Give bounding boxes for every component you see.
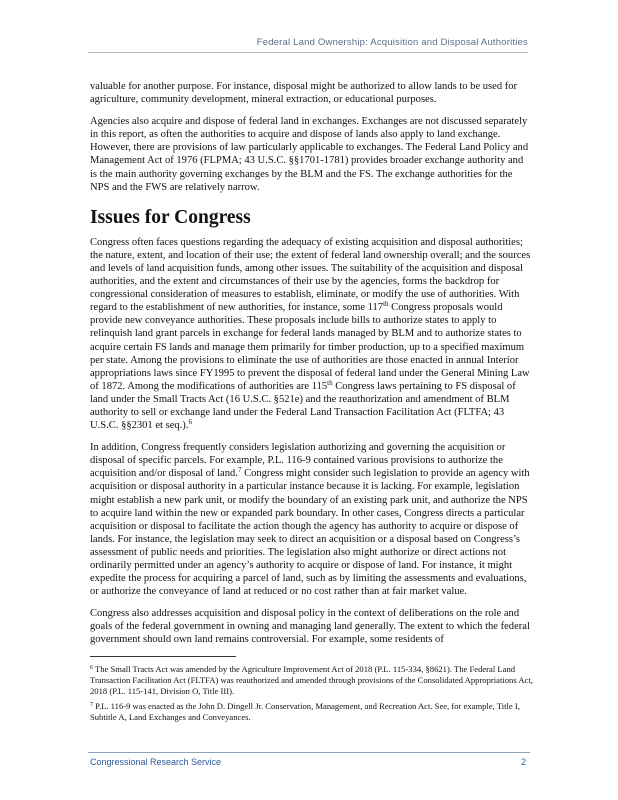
- footnote-text: The Small Tracts Act was amended by the Agriculture Improvement Act of 2018 (P.L. 115-334, §8621). The Federal Land Transaction Facilitation Act (FLTFA) was reauthorized and amended through provisions of the Consolidated Appropriations Act, 2018 (P.L. 115-141, Division O, Title III).: [90, 664, 533, 696]
- footer-organization: Congressional Research Service: [90, 757, 222, 767]
- footnote-divider: [90, 656, 236, 657]
- paragraph-4-text-b: Congress might consider such legislation to provide an agency with acquisition or disposal authority in a particular instance because it is lacking. For example, legislation might establish a new park unit, or modify the boundary of an existing park unit, and authorize the NPS to acquire land within the new or expanded park boundary. In other cases, Congress directs a particular acquisition or disposal to facilitate the action though the agency has authority to acquire or dispose of lands. For instance, the legislation may seek to direct an acquisition or a disposal based on Congress’s assessment of public needs and priorities. The legislation also might authorize or direct actions not ordinarily permitted under an agency’s authority to acquire or dispose of land. For instance, it might expedite the process for acquiring a parcel of land, such as by limiting the assessments and evaluations, or authorize the conveyance of land at reduced or no cost rather than at fair market value.: [90, 468, 530, 598]
- body-content: [90, 80, 532, 656]
- footnote-text: P.L. 116-9 was enacted as the John D. Dingell Jr. Conservation, Management, and Recreation Act. See, for example, Title I, Subtitle A, Land Exchanges and Conveyances.: [90, 701, 520, 723]
- footnote-7: [90, 701, 536, 723]
- footer-divider: [88, 752, 530, 753]
- paragraph-3-text-c: Congress laws pertaining to FS disposal of land under the Small Tracts Act (16 U.S.C. §521e) and the reauthorization and amendment of BLM authority to sell or exchange land under the Federal Land Transaction Facilitation Act (FLTFA; 43 U.S.C. §§2301 et seq.).: [90, 380, 516, 432]
- paragraph-1: valuable for another purpose. For instance, disposal might be authorized to allow lands to be used for agriculture, community development, mineral extraction, or educational purposes.: [90, 81, 518, 106]
- header-divider: [88, 52, 528, 53]
- section-heading: Issues for Congress: [90, 206, 251, 228]
- paragraph-4-text-a: In addition, Congress frequently considers legislation authorizing and governing the acquisition or disposal of specific parcels. For example, P.L. 116-9 contained various provisions to authorize the acquisition and/or disposal of land.: [90, 442, 506, 480]
- ordinal-suffix: th: [327, 378, 333, 387]
- paragraph-3-text-a: Congress often faces questions regarding the adequacy of existing acquisition and disposal authorities; the nature, extent, and location of their use; the extent of federal land ownership overall; and the sources and levels of land acquisition funds, among other issues. The suitability of the acquisition and disposal authorities, and the extent and circumstances of their use by the agencies, forms the backdrop for congressional consideration of measures to establish, eliminate, or modify the use of authorities. With regard to the establishment of new authorities, for instance, some 117: [90, 236, 531, 314]
- footnote-number: 6: [90, 665, 93, 671]
- paragraph-2: Agencies also acquire and dispose of federal land in exchanges. Exchanges are not discussed separately in this report, as often the authorities to acquire and dispose of lands also apply to land exchange. However, there are provisions of law particularly applicable to exchanges. The Federal Land Policy and Management Act of 1976 (FLPMA; 43 U.S.C. §§1701-1781) provides broader exchange authority and is the main authority governing exchanges by the BLM and the FS. The exchange authorities for the NPS and the FWS are relatively narrow.: [90, 116, 529, 193]
- paragraph-5: Congress also addresses acquisition and disposal policy in the context of deliberations on the role and goals of the federal government in owning and managing land generally. The extent to which the federal government should own land remains controversial. For example, some residents of: [90, 608, 530, 646]
- page-number: 2: [520, 757, 526, 767]
- paragraph-3-text-b: Congress proposals would provide new conveyance authorities. These proposals include bills to authorize states to apply to relinquish land grant parcels in exchange for federal lands managed by BLM and to authorize states to acquire certain FS lands and manage them primarily for timber production, up to a specified maximum per state. Among the provisions to eliminate the use of authorities are those enacted in annual Interior appropriations laws since FY1995 to prevent the disposal of federal land under the General Mining Law of 1872. Among the modifications of authorities are 115: [90, 302, 530, 392]
- paragraph-4: [90, 441, 532, 598]
- paragraph-3: [90, 236, 532, 432]
- footnotes: [90, 664, 536, 728]
- running-header: Federal Land Ownership: Acquisition and Disposal Authorities: [256, 37, 528, 48]
- footnote-ref-6[interactable]: 6: [188, 418, 192, 427]
- footnote-6: [90, 664, 536, 696]
- footnote-ref-7[interactable]: 7: [237, 466, 242, 475]
- ordinal-suffix: th: [383, 300, 389, 309]
- footnote-number: 7: [90, 702, 93, 709]
